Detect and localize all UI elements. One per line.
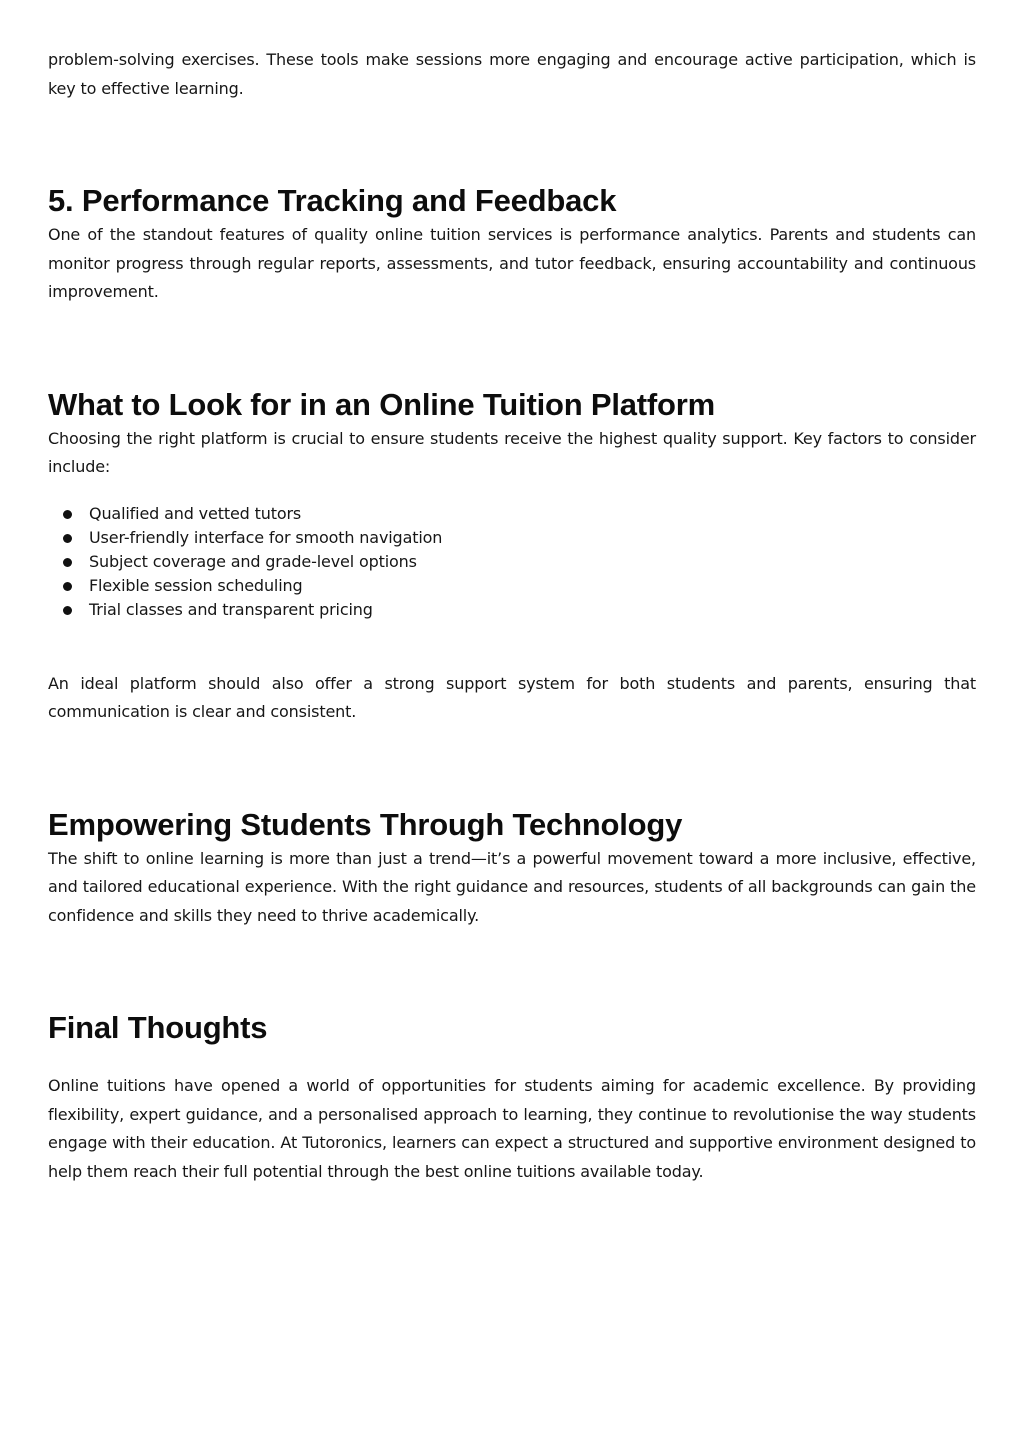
- list-item: [62, 550, 976, 574]
- list-item: [62, 502, 976, 526]
- technology-paragraph: The shift to online learning is more than just a trend—it’s a powerful movement toward a more inclusive, effective, and tailored educational experience. With the right guidance and resources, students of all backgrounds can gain the confidence and skills they need to thrive academically.: [48, 848, 976, 925]
- list-item-text: Trial classes and transparent pricing: [89, 599, 373, 619]
- list-item-text: Flexible session scheduling: [89, 575, 303, 595]
- list-item: [62, 598, 976, 622]
- final-thoughts-paragraph: Online tuitions have opened a world of opportunities for students aiming for academic excellence. By providing flexibility, expert guidance, and a personalised approach to learning, they continue to revolutionise the way students engage with their education. At Tutoronics, learners can expect a structured and supportive environment designed to help them reach their full potential through the best online tuitions available today.: [48, 1076, 976, 1181]
- list-item: [62, 526, 976, 550]
- platform-paragraph: Choosing the right platform is crucial to ensure students receive the highest quality support. Key factors to consider include:: [48, 428, 976, 476]
- platform-closing-paragraph: An ideal platform should also offer a strong support system for both students and parents, ensuring that communication is clear and consistent.: [48, 673, 976, 721]
- list-item-text: Subject coverage and grade-level options: [89, 551, 417, 571]
- bullet-icon: [63, 534, 72, 543]
- document-page: [48, 0, 976, 1186]
- list-item-text: User-friendly interface for smooth navigation: [89, 527, 443, 547]
- intro-paragraph: problem-solving exercises. These tools make sessions more engaging and encourage active participation, which is key to effective learning.: [48, 50, 976, 98]
- bullet-icon: [63, 606, 72, 615]
- platform-factors-list: [48, 502, 976, 622]
- performance-paragraph: One of the standout features of quality online tuition services is performance analytics. Parents and students can monitor progress through regular reports, assessments, and tutor feedback, ensuring accountability and continuous improvement.: [48, 225, 976, 301]
- bullet-icon: [63, 510, 72, 519]
- list-item: [62, 574, 976, 598]
- platform-heading: What to Look for in an Online Tuition Platform: [48, 386, 716, 422]
- final-thoughts-heading: Final Thoughts: [48, 1010, 268, 1045]
- performance-heading: 5. Performance Tracking and Feedback: [48, 183, 617, 218]
- bullet-icon: [63, 558, 72, 567]
- technology-heading: Empowering Students Through Technology: [48, 806, 683, 842]
- list-item-text: Qualified and vetted tutors: [89, 503, 302, 523]
- bullet-icon: [63, 582, 72, 591]
